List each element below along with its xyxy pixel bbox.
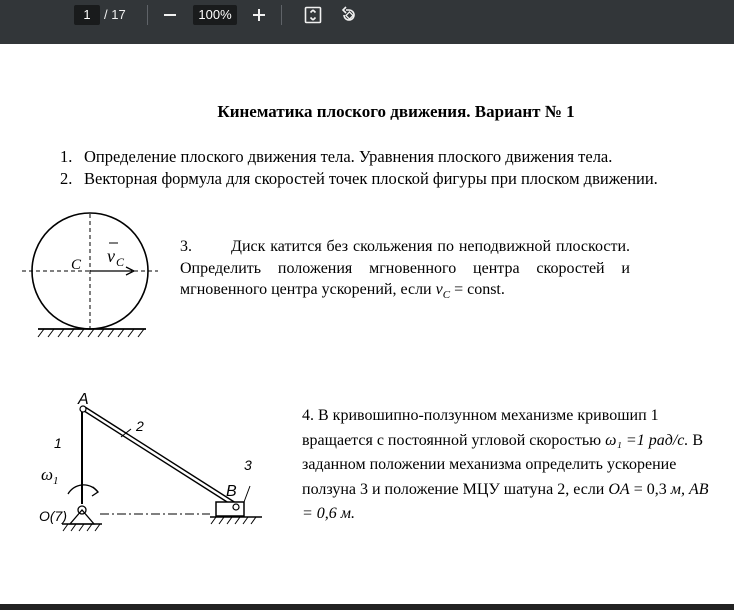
label-crank-1: 1 (54, 435, 62, 451)
fit-to-page-button[interactable] (301, 3, 325, 27)
question-1-text: Определение плоского движения тела. Уравнения плоского движения тела. (84, 147, 613, 166)
disk-center-label: C (71, 257, 82, 273)
joint-b (233, 504, 239, 510)
label-a: A (78, 391, 89, 408)
velocity-label: v (107, 246, 115, 266)
rotate-button[interactable] (337, 3, 361, 27)
zoom-in-button[interactable] (247, 3, 271, 27)
toolbar-divider (147, 5, 148, 25)
question-4-text-b: В заданном положении механизма определить ускорение ползуна 3 и положение МЦУ шатуна 2, если (302, 431, 704, 498)
toolbar-divider (281, 5, 282, 25)
rotate-icon (340, 6, 358, 24)
question-4 (302, 404, 722, 527)
question-3-text: Диск катится без скольжения по неподвижной плоскости. Определить положения мгновенного центра скоростей и мгновенного центра ускорений, если (180, 238, 631, 298)
omega-arrowhead (92, 487, 98, 496)
omega-label: ω (41, 465, 54, 484)
guide-hatching (211, 517, 256, 524)
viewer-toolbar (0, 0, 734, 44)
question-4-eq1: = 0,3 (629, 480, 671, 498)
label-slider-3: 3 (244, 457, 252, 473)
label-rod-2: 2 (136, 418, 144, 434)
label-o: O(7) (39, 508, 67, 524)
question-4-ab: AB (688, 480, 709, 498)
zoom-level-input[interactable]: 100% (193, 5, 237, 25)
page-number-input[interactable]: 1 (74, 5, 100, 25)
question-4-unit2: м. (340, 505, 356, 522)
label-b: B (226, 483, 237, 500)
page-total: / 17 (104, 7, 126, 22)
question-4-omega: ω₁ =1 рад/с. (605, 431, 689, 449)
pivot-hatching (63, 524, 100, 531)
question-4-sep: , (680, 480, 689, 498)
question-3-formula-var: v (435, 281, 443, 298)
minus-icon (163, 8, 177, 22)
omega-subscript: 1 (53, 475, 59, 487)
question-2-text: Векторная формула для скоростей точек плоской фигуры при плоском движении. (84, 169, 658, 188)
connecting-rod-2-edge (85, 407, 239, 505)
question-3-formula-rest: = const. (450, 281, 505, 298)
viewer-bottom-edge (0, 604, 734, 610)
question-4-oa: OA (608, 480, 630, 498)
question-1-number: 1. (60, 147, 73, 166)
question-4-eq2: = 0,6 (302, 505, 341, 522)
zoom-out-button[interactable] (158, 3, 182, 27)
plus-icon (252, 8, 266, 22)
question-3-formula-sub: C (442, 289, 451, 302)
fit-page-icon (304, 6, 322, 24)
document-page (0, 44, 734, 604)
connecting-rod-2 (81, 409, 235, 507)
slider-3 (216, 502, 244, 516)
slider-leader-line (244, 486, 250, 502)
question-3-number: 3. (180, 238, 192, 255)
velocity-subscript: C (116, 255, 125, 269)
document-title: Кинематика плоского движения. Вариант № 1 (217, 102, 575, 121)
question-4-unit1: м (670, 480, 681, 498)
question-2-number: 2. (60, 169, 73, 188)
question-4-text-a: 4. В кривошипно-ползунном механизме кривошип 1 вращается с постоянной угловой скоростью (302, 407, 659, 449)
